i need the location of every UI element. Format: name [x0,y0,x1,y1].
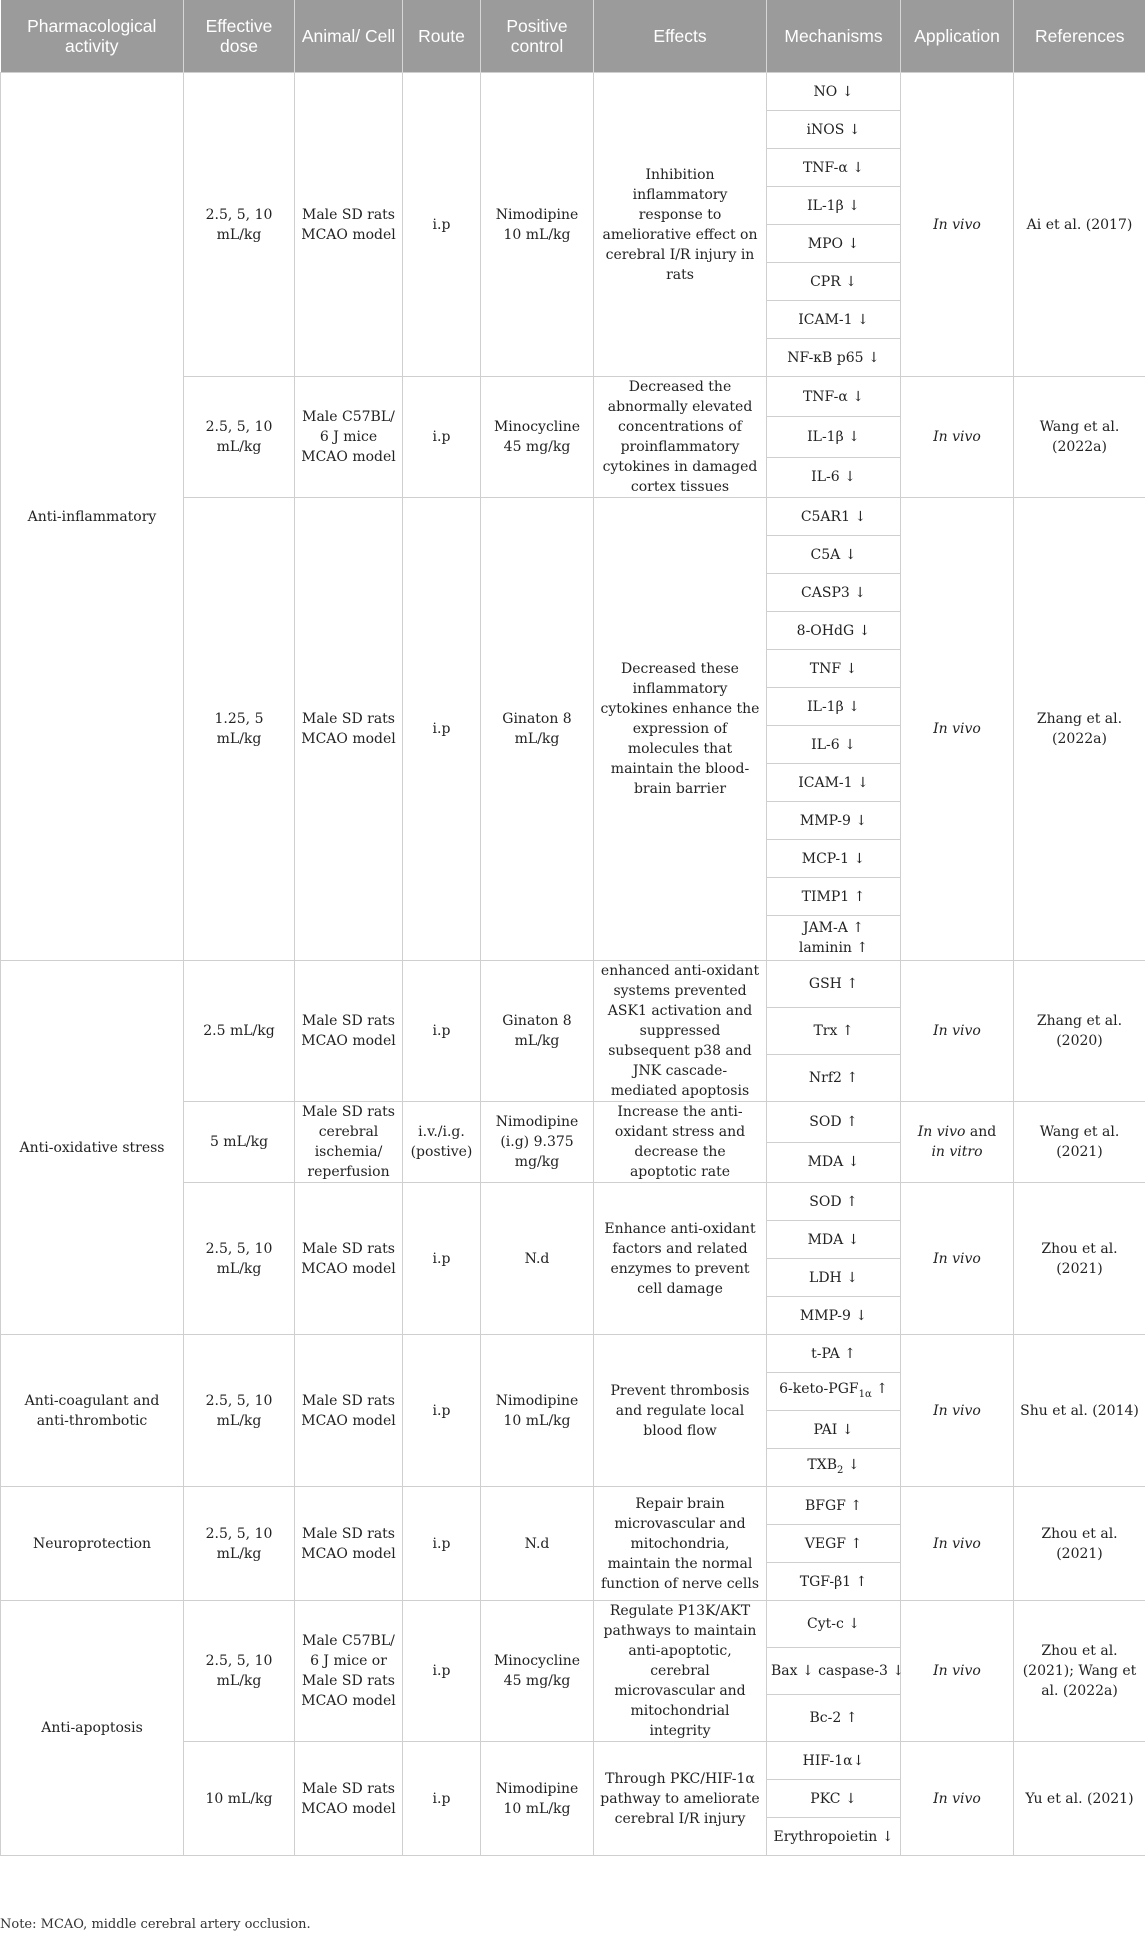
mechanism-cell: VEGF ↑ [767,1525,901,1563]
table-row [1,961,1145,1008]
activity-cell: Anti-oxidative stress [1,961,184,1335]
application-cell: In vivo [901,73,1014,377]
route-cell: i.v./i.g. (postive) [403,1102,481,1183]
mechanism-cell: MDA ↓ [767,1221,901,1259]
application-cell: In vivo [901,1742,1014,1856]
activity-cell: Anti-coagulant and anti-thrombotic [1,1335,184,1487]
column-header: Mechanisms [767,0,901,73]
dose-cell: 5 mL/kg [184,1102,295,1183]
mechanism-cell: TGF-β1 ↑ [767,1563,901,1601]
route-cell: i.p [403,498,481,961]
animal-cell: Male SD rats MCAO model [295,1335,403,1487]
mechanism-cell: TNF-α ↓ [767,149,901,187]
control-cell: Nimodipine 10 mL/kg [481,73,594,377]
dose-cell: 2.5, 5, 10 mL/kg [184,1335,295,1487]
effects-cell: Enhance anti-oxidant factors and related enzymes to prevent cell damage [594,1183,767,1335]
effects-cell: Regulate P13K/AKT pathways to maintain anti-apoptotic, cerebral microvascular and mitochondrial integrity [594,1601,767,1742]
route-cell: i.p [403,1487,481,1601]
animal-cell: Male SD rats MCAO model [295,1487,403,1601]
reference-cell: Zhou et al. (2021); Wang et al. (2022a) [1014,1601,1145,1742]
effects-cell: Decreased these inflammatory cytokines enhance the expression of molecules that maintain the blood-brain barrier [594,498,767,961]
effects-cell: Decreased the abnormally elevated concentrations of proinflammatory cytokines in damaged cortex tissues [594,377,767,498]
table-header [1,0,1145,73]
mechanism-cell: MMP-9 ↓ [767,802,901,840]
mechanism-cell: PKC ↓ [767,1780,901,1818]
dose-cell: 2.5, 5, 10 mL/kg [184,1601,295,1742]
table-row [1,73,1145,111]
reference-cell: Ai et al. (2017) [1014,73,1145,377]
dose-cell: 1.25, 5 mL/kg [184,498,295,961]
animal-cell: Male C57BL/ 6 J mice MCAO model [295,377,403,498]
control-cell: Ginaton 8 mL/kg [481,498,594,961]
dose-cell: 2.5 mL/kg [184,961,295,1102]
application-cell: In vivo [901,498,1014,961]
animal-cell: Male C57BL/ 6 J mice or Male SD rats MCAO model [295,1601,403,1742]
column-header: References [1014,0,1145,73]
effects-cell: Inhibition inflammatory response to ameliorative effect on cerebral I/R injury in rats [594,73,767,377]
control-cell: N.d [481,1183,594,1335]
reference-cell: Shu et al. (2014) [1014,1335,1145,1487]
column-header: Effects [594,0,767,73]
table-note: Note: MCAO, middle cerebral artery occlusion. [0,1917,311,1932]
mechanism-cell: MMP-9 ↓ [767,1297,901,1335]
application-cell: In vivo [901,377,1014,498]
dose-cell: 2.5, 5, 10 mL/kg [184,1487,295,1601]
mechanism-cell: SOD ↑ [767,1183,901,1221]
mechanism-cell: $6-keto-PGF_{1\alpha}$ ↑ [767,1373,901,1411]
control-cell: Minocycline 45 mg/kg [481,1601,594,1742]
table-row [1,1601,1145,1648]
mechanism-cell: LDH ↓ [767,1259,901,1297]
mechanism-cell: $TXB_2$ ↓ [767,1449,901,1487]
mechanism-cell: BFGF ↑ [767,1487,901,1525]
reference-cell: Zhang et al. (2022a) [1014,498,1145,961]
route-cell: i.p [403,73,481,377]
route-cell: i.p [403,1183,481,1335]
route-cell: i.p [403,1335,481,1487]
mechanism-cell: ICAM-1 ↓ [767,764,901,802]
route-cell: i.p [403,961,481,1102]
dose-cell: 10 mL/kg [184,1742,295,1856]
mechanism-cell: C5A ↓ [767,536,901,574]
application-cell: In vivo and in vitro [901,1102,1014,1183]
mechanism-cell: IL-1β ↓ [767,187,901,225]
effects-cell: Repair brain microvascular and mitochondria, maintain the normal function of nerve cells [594,1487,767,1601]
application-cell: In vivo [901,1183,1014,1335]
reference-cell: Zhang et al. (2020) [1014,961,1145,1102]
mechanism-cell: NO ↓ [767,73,901,111]
activity-cell: Anti-apoptosis [1,1601,184,1856]
mechanism-cell: JAM-A ↑ laminin ↑ [767,916,901,961]
reference-cell: Wang et al. (2022a) [1014,377,1145,498]
control-cell: Nimodipine 10 mL/kg [481,1742,594,1856]
mechanism-cell: IL-1β ↓ [767,688,901,726]
mechanism-cell: TNF ↓ [767,650,901,688]
route-cell: i.p [403,377,481,498]
reference-cell: Wang et al. (2021) [1014,1102,1145,1183]
animal-cell: Male SD rats MCAO model [295,73,403,377]
effects-cell: Prevent thrombosis and regulate local blood flow [594,1335,767,1487]
mechanism-cell: ICAM-1 ↓ [767,301,901,339]
mechanism-cell: Bax ↓ caspase-3 ↓ [767,1648,901,1695]
application-cell: In vivo [901,961,1014,1102]
table-body [1,73,1145,1856]
activity-cell: Anti-inflammatory [1,73,184,961]
column-header: Pharmacological activity [1,0,184,73]
effects-cell: enhanced anti-oxidant systems prevented ASK1 activation and suppressed subsequent p38 and JNK cascade-mediated apoptosis [594,961,767,1102]
mechanism-cell: IL-6 ↓ [767,457,901,497]
animal-cell: Male SD rats MCAO model [295,498,403,961]
mechanism-cell: MCP-1 ↓ [767,840,901,878]
route-cell: i.p [403,1601,481,1742]
mechanism-cell: SOD ↑ [767,1102,901,1143]
mechanism-cell: TNF-α ↓ [767,377,901,417]
reference-cell: Yu et al. (2021) [1014,1742,1145,1856]
mechanism-cell: CASP3 ↓ [767,574,901,612]
mechanism-cell: CPR ↓ [767,263,901,301]
mechanism-cell: PAI ↓ [767,1411,901,1449]
animal-cell: Male SD rats MCAO model [295,1742,403,1856]
mechanism-cell: iNOS ↓ [767,111,901,149]
control-cell: Nimodipine (i.g) 9.375 mg/kg [481,1102,594,1183]
mechanism-cell: NF-κB p65 ↓ [767,339,901,377]
effects-cell: Through PKC/HIF-1α pathway to ameliorate cerebral I/R injury [594,1742,767,1856]
mechanism-cell: IL-1β ↓ [767,417,901,457]
column-header: Route [403,0,481,73]
mechanism-cell: MDA ↓ [767,1142,901,1183]
mechanism-cell: t-PA ↑ [767,1335,901,1373]
dose-cell: 2.5, 5, 10 mL/kg [184,1183,295,1335]
application-cell: In vivo [901,1601,1014,1742]
mechanism-cell: TIMP1 ↑ [767,878,901,916]
column-header: Effective dose [184,0,295,73]
mechanism-cell: C5AR1 ↓ [767,498,901,536]
mechanism-cell: Cyt-c ↓ [767,1601,901,1648]
mechanism-cell: Bc-2 ↑ [767,1695,901,1742]
animal-cell: Male SD rats cerebral ischemia/ reperfusion [295,1102,403,1183]
mechanism-cell: GSH ↑ [767,961,901,1008]
effects-cell: Increase the anti-oxidant stress and decrease the apoptotic rate [594,1102,767,1183]
application-cell: In vivo [901,1335,1014,1487]
control-cell: Ginaton 8 mL/kg [481,961,594,1102]
column-header: Animal/ Cell [295,0,403,73]
column-header: Application [901,0,1014,73]
application-cell: In vivo [901,1487,1014,1601]
control-cell: Minocycline 45 mg/kg [481,377,594,498]
control-cell: Nimodipine 10 mL/kg [481,1335,594,1487]
animal-cell: Male SD rats MCAO model [295,961,403,1102]
mechanism-cell: 8-OHdG ↓ [767,612,901,650]
dose-cell: 2.5, 5, 10 mL/kg [184,377,295,498]
control-cell: N.d [481,1487,594,1601]
activity-cell: Neuroprotection [1,1487,184,1601]
column-header: Positive control [481,0,594,73]
header-row [1,0,1145,73]
table-row [1,1335,1145,1373]
mechanism-cell: MPO ↓ [767,225,901,263]
reference-cell: Zhou et al. (2021) [1014,1487,1145,1601]
reference-cell: Zhou et al. (2021) [1014,1183,1145,1335]
table-row [1,1487,1145,1525]
mechanism-cell: Erythropoietin ↓ [767,1818,901,1856]
mechanism-cell: IL-6 ↓ [767,726,901,764]
mechanism-cell: Nrf2 ↑ [767,1055,901,1102]
animal-cell: Male SD rats MCAO model [295,1183,403,1335]
mechanism-cell: HIF-1α↓ [767,1742,901,1780]
route-cell: i.p [403,1742,481,1856]
dose-cell: 2.5, 5, 10 mL/kg [184,73,295,377]
mechanism-cell: Trx ↑ [767,1008,901,1055]
